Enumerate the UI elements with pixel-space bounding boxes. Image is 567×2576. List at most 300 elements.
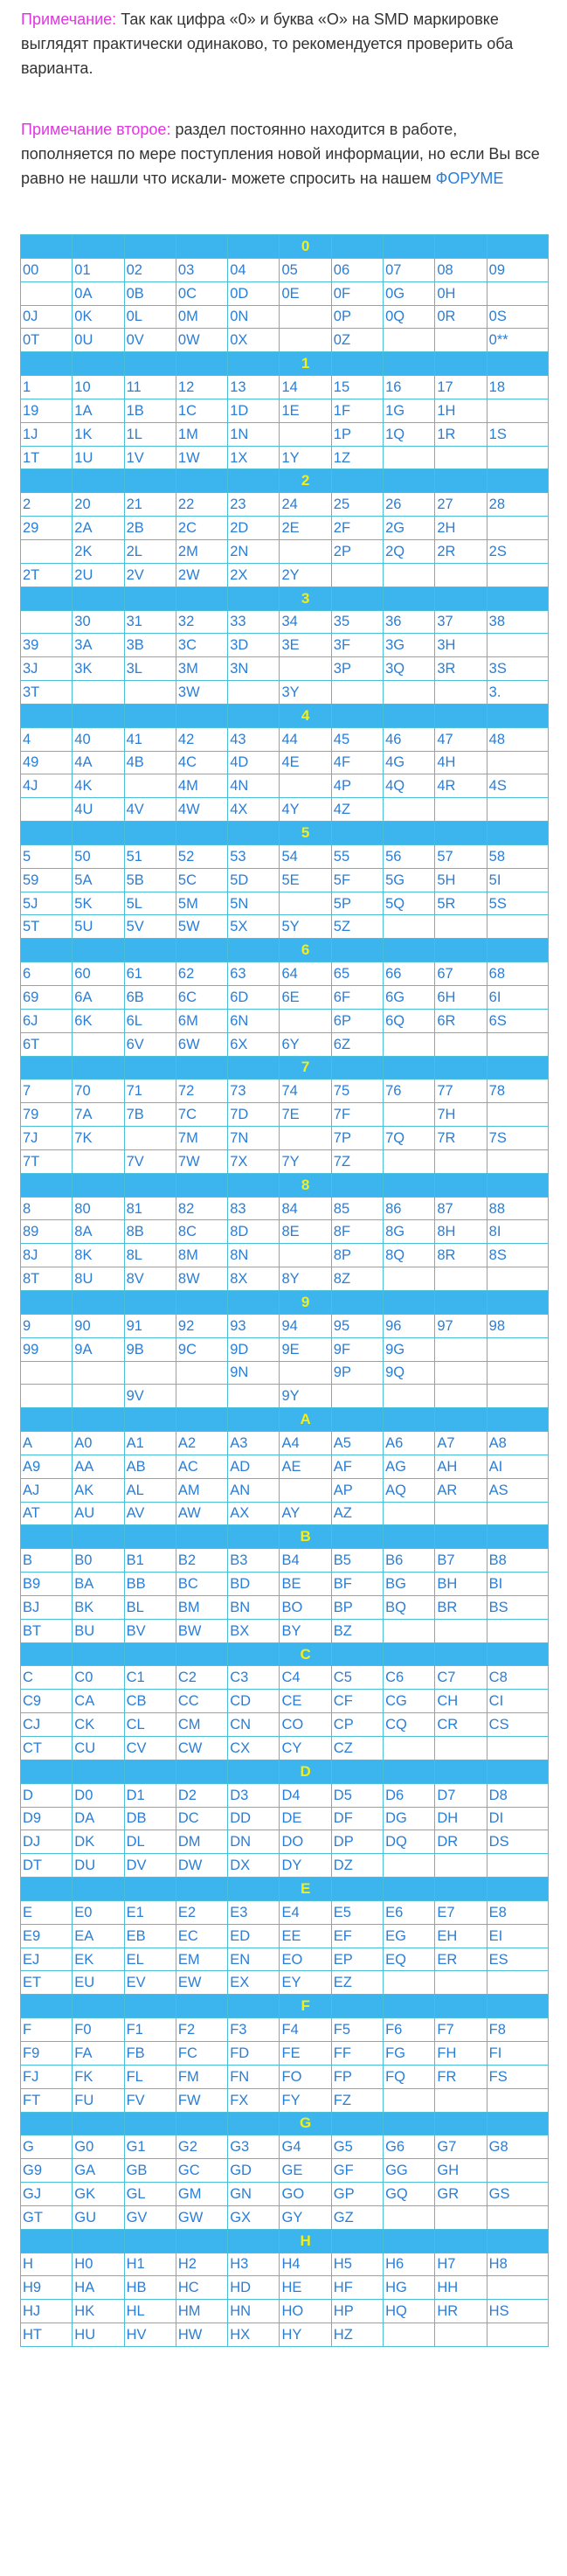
code-cell: 58: [487, 844, 548, 868]
code-cell: B3: [228, 1549, 280, 1573]
code-cell: 52: [176, 844, 227, 868]
code-cell: 09: [487, 258, 548, 281]
code-cell: F3: [228, 2018, 280, 2042]
code-cell: AT: [21, 1502, 73, 1525]
code-cell: DL: [124, 1830, 176, 1854]
code-cell: 4V: [124, 798, 176, 822]
code-cell: [331, 1385, 383, 1408]
header-cell: [384, 1056, 435, 1080]
code-cell: 1S: [487, 422, 548, 446]
code-cell: DR: [435, 1830, 487, 1854]
code-cell: 4Q: [384, 774, 435, 798]
code-cell: 8T: [21, 1267, 73, 1291]
code-cell: EA: [73, 1924, 124, 1948]
section-title: A: [280, 1408, 331, 1432]
code-cell: 8Z: [331, 1267, 383, 1291]
table-row: [21, 2183, 549, 2206]
table-row: [21, 517, 549, 540]
section-title: F: [280, 1995, 331, 2018]
code-cell: 6J: [21, 1009, 73, 1032]
code-cell: 03: [176, 258, 227, 281]
code-cell: G0: [73, 2135, 124, 2159]
code-cell: GT: [21, 2205, 73, 2229]
header-cell: [384, 1173, 435, 1197]
code-cell: EJ: [21, 1948, 73, 1971]
code-cell: 1N: [228, 422, 280, 446]
code-cell: 1M: [176, 422, 227, 446]
code-cell: 2: [21, 493, 73, 517]
code-cell: A0: [73, 1432, 124, 1455]
code-cell: AX: [228, 1502, 280, 1525]
code-cell: EG: [384, 1924, 435, 1948]
code-cell: CZ: [331, 1737, 383, 1760]
code-cell: DK: [73, 1830, 124, 1854]
table-row: [21, 493, 549, 517]
header-cell: [384, 1760, 435, 1783]
code-cell: F1: [124, 2018, 176, 2042]
code-cell: HO: [280, 2300, 331, 2323]
header-cell: [124, 1056, 176, 1080]
code-cell: DF: [331, 1807, 383, 1830]
code-cell: AF: [331, 1455, 383, 1478]
code-cell: D2: [176, 1783, 227, 1807]
code-cell: 2L: [124, 539, 176, 563]
code-cell: EI: [487, 1924, 548, 1948]
code-cell: 4S: [487, 774, 548, 798]
header-cell: [124, 1995, 176, 2018]
header-cell: [487, 1878, 548, 1901]
code-cell: CS: [487, 1713, 548, 1737]
code-cell: CH: [435, 1690, 487, 1713]
code-cell: 0C: [176, 281, 227, 305]
code-cell: 2E: [280, 517, 331, 540]
code-cell: 01: [73, 258, 124, 281]
table-row: [21, 892, 549, 915]
code-cell: H9: [21, 2276, 73, 2300]
header-cell: [73, 1642, 124, 1666]
code-cell: 72: [176, 1080, 227, 1103]
code-cell: 5X: [228, 915, 280, 939]
header-cell: [73, 1760, 124, 1783]
code-cell: EH: [435, 1924, 487, 1948]
code-cell: 66: [384, 962, 435, 986]
table-row: [21, 1595, 549, 1619]
code-cell: 9Q: [384, 1361, 435, 1385]
header-cell: [21, 469, 73, 493]
header-cell: [384, 1525, 435, 1549]
code-cell: [487, 1267, 548, 1291]
code-cell: 61: [124, 962, 176, 986]
code-cell: 7W: [176, 1149, 227, 1173]
code-cell: CC: [176, 1690, 227, 1713]
code-cell: CO: [280, 1713, 331, 1737]
code-cell: 8X: [228, 1267, 280, 1291]
code-cell: HX: [228, 2323, 280, 2347]
code-cell: 42: [176, 727, 227, 751]
code-cell: AY: [280, 1502, 331, 1525]
header-cell: [176, 352, 227, 376]
header-cell: [228, 939, 280, 962]
code-cell: DT: [21, 1854, 73, 1878]
code-cell: 70: [73, 1080, 124, 1103]
header-cell: [124, 2112, 176, 2135]
header-cell: [435, 352, 487, 376]
table-row: [21, 915, 549, 939]
code-cell: EL: [124, 1948, 176, 1971]
code-cell: FA: [73, 2041, 124, 2065]
section-header-row: [21, 1173, 549, 1197]
code-cell: E6: [384, 1900, 435, 1924]
code-cell: [435, 1502, 487, 1525]
code-cell: 7Q: [384, 1127, 435, 1150]
code-cell: 3H: [435, 634, 487, 657]
header-cell: [487, 587, 548, 610]
code-cell: 1Z: [331, 446, 383, 469]
section-title: 1: [280, 352, 331, 376]
header-cell: [331, 1290, 383, 1314]
code-cell: 3S: [487, 657, 548, 681]
code-cell: [435, 563, 487, 587]
note-second: [21, 117, 545, 191]
code-cell: BJ: [21, 1595, 73, 1619]
code-cell: [384, 2323, 435, 2347]
forum-link[interactable]: ФОРУМЕ: [435, 170, 504, 187]
header-cell: [384, 1878, 435, 1901]
code-cell: 11: [124, 376, 176, 399]
table-row: [21, 1080, 549, 1103]
code-cell: 5Y: [280, 915, 331, 939]
code-cell: 4: [21, 727, 73, 751]
header-cell: [73, 469, 124, 493]
code-cell: 8I: [487, 1220, 548, 1244]
code-cell: BC: [176, 1573, 227, 1596]
code-cell: B6: [384, 1549, 435, 1573]
code-cell: [331, 681, 383, 705]
code-cell: [280, 1127, 331, 1150]
code-cell: 2A: [73, 517, 124, 540]
code-cell: BR: [435, 1595, 487, 1619]
code-cell: 9B: [124, 1337, 176, 1361]
code-cell: 3Q: [384, 657, 435, 681]
code-cell: 60: [73, 962, 124, 986]
code-cell: 0J: [21, 305, 73, 329]
code-cell: D0: [73, 1783, 124, 1807]
code-cell: [280, 1478, 331, 1502]
code-cell: 34: [280, 610, 331, 634]
code-cell: 3P: [331, 657, 383, 681]
code-cell: 3C: [176, 634, 227, 657]
code-cell: 6V: [124, 1032, 176, 1056]
code-cell: D9: [21, 1807, 73, 1830]
header-cell: [124, 2229, 176, 2253]
code-cell: DX: [228, 1854, 280, 1878]
code-cell: DQ: [384, 1830, 435, 1854]
code-cell: 8F: [331, 1220, 383, 1244]
code-cell: 2K: [73, 539, 124, 563]
header-cell: [124, 1408, 176, 1432]
code-cell: BQ: [384, 1595, 435, 1619]
code-cell: CN: [228, 1713, 280, 1737]
code-cell: 7P: [331, 1127, 383, 1150]
header-cell: [435, 1056, 487, 1080]
code-cell: H7: [435, 2253, 487, 2276]
code-cell: EK: [73, 1948, 124, 1971]
code-cell: 3W: [176, 681, 227, 705]
code-cell: [487, 1361, 548, 1385]
header-cell: [331, 2229, 383, 2253]
code-cell: GD: [228, 2159, 280, 2183]
code-cell: 7E: [280, 1103, 331, 1127]
header-cell: [487, 1173, 548, 1197]
code-cell: FS: [487, 2065, 548, 2088]
code-cell: E7: [435, 1900, 487, 1924]
code-cell: 5V: [124, 915, 176, 939]
table-row: [21, 305, 549, 329]
code-cell: 8D: [228, 1220, 280, 1244]
code-cell: F2: [176, 2018, 227, 2042]
code-cell: [21, 610, 73, 634]
code-cell: CW: [176, 1737, 227, 1760]
code-cell: AU: [73, 1502, 124, 1525]
code-cell: 7T: [21, 1149, 73, 1173]
code-cell: [487, 1032, 548, 1056]
code-cell: 7R: [435, 1127, 487, 1150]
code-cell: [487, 634, 548, 657]
header-cell: [384, 2229, 435, 2253]
code-cell: A5: [331, 1432, 383, 1455]
code-cell: 4G: [384, 751, 435, 774]
code-cell: 33: [228, 610, 280, 634]
code-cell: AR: [435, 1478, 487, 1502]
header-cell: [73, 1995, 124, 2018]
code-cell: 2Q: [384, 539, 435, 563]
code-cell: C9: [21, 1690, 73, 1713]
code-cell: 8Y: [280, 1267, 331, 1291]
code-cell: 7F: [331, 1103, 383, 1127]
code-cell: [487, 1737, 548, 1760]
code-cell: 3N: [228, 657, 280, 681]
code-cell: AV: [124, 1502, 176, 1525]
code-cell: [280, 329, 331, 352]
table-row: [21, 986, 549, 1010]
code-cell: DC: [176, 1807, 227, 1830]
header-cell: [228, 587, 280, 610]
code-cell: CI: [487, 1690, 548, 1713]
code-cell: 9F: [331, 1337, 383, 1361]
code-cell: 7D: [228, 1103, 280, 1127]
code-cell: [435, 329, 487, 352]
code-cell: 5Q: [384, 892, 435, 915]
code-cell: DG: [384, 1807, 435, 1830]
code-cell: 0V: [124, 329, 176, 352]
code-cell: [384, 798, 435, 822]
section-title: H: [280, 2229, 331, 2253]
code-cell: 18: [487, 376, 548, 399]
header-cell: [124, 1878, 176, 1901]
code-cell: GC: [176, 2159, 227, 2183]
header-cell: [487, 469, 548, 493]
code-cell: AM: [176, 1478, 227, 1502]
code-cell: GP: [331, 2183, 383, 2206]
header-cell: [228, 704, 280, 727]
code-cell: 6B: [124, 986, 176, 1010]
section-header-row: [21, 235, 549, 259]
code-cell: 2P: [331, 539, 383, 563]
header-cell: [21, 1525, 73, 1549]
header-cell: [124, 704, 176, 727]
header-cell: [331, 2112, 383, 2135]
header-cell: [228, 1290, 280, 1314]
code-cell: 57: [435, 844, 487, 868]
code-cell: 5K: [73, 892, 124, 915]
header-cell: [21, 1995, 73, 2018]
code-cell: BW: [176, 1619, 227, 1642]
code-cell: FX: [228, 2088, 280, 2112]
table-row: [21, 1783, 549, 1807]
code-cell: 0L: [124, 305, 176, 329]
table-row: [21, 1009, 549, 1032]
header-cell: [73, 587, 124, 610]
code-cell: FT: [21, 2088, 73, 2112]
code-cell: 0S: [487, 305, 548, 329]
code-cell: [487, 798, 548, 822]
code-cell: 93: [228, 1314, 280, 1337]
code-cell: 5M: [176, 892, 227, 915]
code-cell: [384, 1971, 435, 1995]
header-cell: [73, 1290, 124, 1314]
code-cell: FW: [176, 2088, 227, 2112]
code-cell: 74: [280, 1080, 331, 1103]
table-row: [21, 1244, 549, 1267]
code-cell: AD: [228, 1455, 280, 1478]
code-cell: CA: [73, 1690, 124, 1713]
code-cell: CQ: [384, 1713, 435, 1737]
code-cell: 45: [331, 727, 383, 751]
code-cell: 3G: [384, 634, 435, 657]
section-title: D: [280, 1760, 331, 1783]
code-cell: [435, 798, 487, 822]
code-cell: 5L: [124, 892, 176, 915]
code-cell: EX: [228, 1971, 280, 1995]
code-cell: 2G: [384, 517, 435, 540]
section-title: 4: [280, 704, 331, 727]
code-cell: 44: [280, 727, 331, 751]
code-cell: 7J: [21, 1127, 73, 1150]
code-cell: 6R: [435, 1009, 487, 1032]
header-cell: [487, 704, 548, 727]
code-cell: 0K: [73, 305, 124, 329]
code-cell: HQ: [384, 2300, 435, 2323]
code-cell: [21, 1385, 73, 1408]
table-row: [21, 376, 549, 399]
code-cell: CR: [435, 1713, 487, 1737]
code-cell: [73, 1032, 124, 1056]
code-cell: [384, 915, 435, 939]
code-cell: FL: [124, 2065, 176, 2088]
header-cell: [384, 235, 435, 259]
code-cell: 99: [21, 1337, 73, 1361]
header-cell: [176, 822, 227, 845]
code-cell: [384, 1619, 435, 1642]
code-cell: 2W: [176, 563, 227, 587]
code-cell: 59: [21, 868, 73, 892]
table-row: [21, 1103, 549, 1127]
header-cell: [435, 2229, 487, 2253]
code-cell: 3Y: [280, 681, 331, 705]
header-cell: [435, 469, 487, 493]
code-cell: 8W: [176, 1267, 227, 1291]
header-cell: [176, 2112, 227, 2135]
code-cell: 38: [487, 610, 548, 634]
code-cell: 5P: [331, 892, 383, 915]
code-cell: F: [21, 2018, 73, 2042]
header-cell: [228, 1760, 280, 1783]
code-cell: HH: [435, 2276, 487, 2300]
header-cell: [384, 1642, 435, 1666]
code-cell: FZ: [331, 2088, 383, 2112]
code-cell: 3M: [176, 657, 227, 681]
table-row: [21, 2300, 549, 2323]
code-cell: 1L: [124, 422, 176, 446]
code-cell: 4H: [435, 751, 487, 774]
code-cell: [280, 892, 331, 915]
header-cell: [228, 352, 280, 376]
header-cell: [124, 469, 176, 493]
code-cell: HN: [228, 2300, 280, 2323]
table-row: [21, 399, 549, 422]
table-row: [21, 329, 549, 352]
code-cell: FD: [228, 2041, 280, 2065]
header-cell: [176, 1525, 227, 1549]
code-cell: BY: [280, 1619, 331, 1642]
code-cell: 2V: [124, 563, 176, 587]
code-cell: CT: [21, 1737, 73, 1760]
header-cell: [435, 1408, 487, 1432]
header-cell: [435, 704, 487, 727]
code-cell: 73: [228, 1080, 280, 1103]
code-cell: D3: [228, 1783, 280, 1807]
header-cell: [124, 939, 176, 962]
section-header-row: [21, 1642, 549, 1666]
code-cell: 9D: [228, 1337, 280, 1361]
code-cell: 32: [176, 610, 227, 634]
code-cell: [487, 2088, 548, 2112]
code-cell: A9: [21, 1455, 73, 1478]
section-title: 8: [280, 1173, 331, 1197]
code-cell: 8M: [176, 1244, 227, 1267]
header-cell: [176, 704, 227, 727]
header-cell: [21, 1290, 73, 1314]
code-cell: 2H: [435, 517, 487, 540]
code-cell: 41: [124, 727, 176, 751]
section-header-row: [21, 704, 549, 727]
code-cell: 26: [384, 493, 435, 517]
code-cell: [384, 1502, 435, 1525]
code-cell: HD: [228, 2276, 280, 2300]
code-cell: [21, 798, 73, 822]
code-cell: EQ: [384, 1948, 435, 1971]
code-cell: FM: [176, 2065, 227, 2088]
code-cell: 87: [435, 1197, 487, 1220]
code-cell: 5A: [73, 868, 124, 892]
code-cell: 0P: [331, 305, 383, 329]
code-cell: B8: [487, 1549, 548, 1573]
code-cell: F8: [487, 2018, 548, 2042]
code-cell: 96: [384, 1314, 435, 1337]
code-cell: 9A: [73, 1337, 124, 1361]
code-cell: 75: [331, 1080, 383, 1103]
header-cell: [176, 1290, 227, 1314]
